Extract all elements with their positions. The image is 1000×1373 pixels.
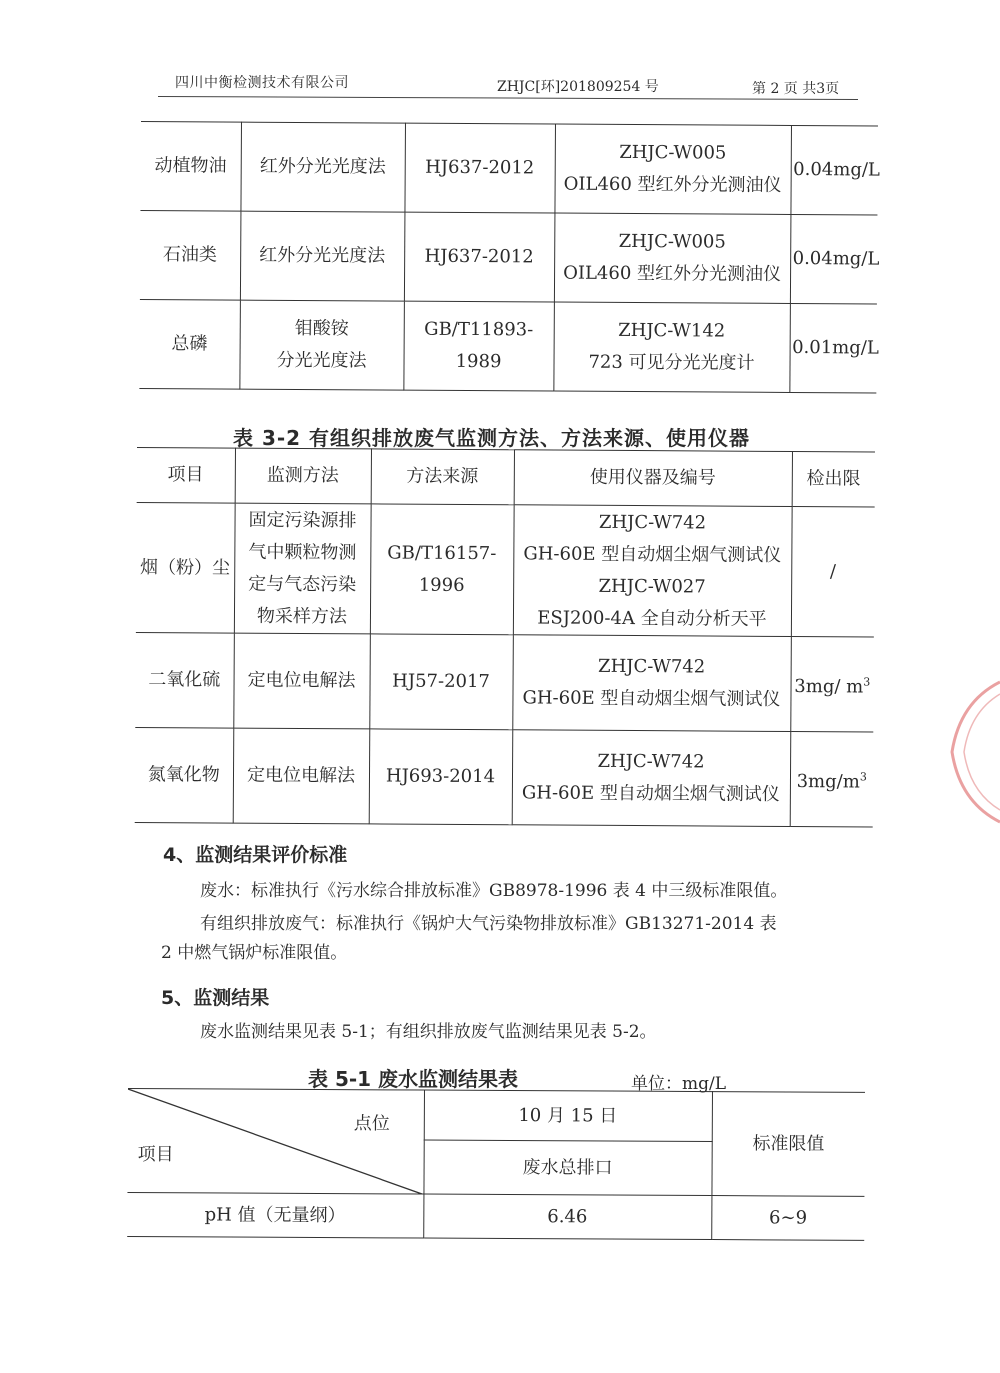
instrument-line: ZHJC-W742: [598, 511, 707, 533]
instrument-cell: [554, 213, 791, 303]
item-cell: 动植物油: [140, 121, 241, 211]
instrument-line: GH-60E 型自动烟尘烟气测试仪: [523, 542, 782, 566]
limit-cell: /: [791, 507, 875, 638]
limit-cell: [790, 636, 874, 732]
instrument-cell: [513, 505, 792, 637]
item-cell: 氮氧化物: [135, 727, 234, 823]
source-cell: HJ637-2012: [404, 212, 555, 302]
item-cell: 烟（粉）尘: [136, 502, 235, 633]
table-3-2-title: 表 3-2 有组织排放废气监测方法、方法来源、使用仪器: [233, 426, 751, 450]
method-line: 分光光度法: [276, 349, 367, 372]
source-cell: HJ693-2014: [369, 729, 513, 825]
source-cell: GB/T11893-1989: [403, 301, 554, 391]
value-cell: 6.46: [423, 1194, 711, 1240]
limit-value: 3mg/ m: [794, 675, 864, 697]
limit-exponent: 3: [859, 769, 867, 783]
item-cell: pH 值（无量纲）: [127, 1192, 423, 1238]
point-header: 废水总排口: [423, 1140, 711, 1196]
method-line: 物采样方法: [256, 605, 348, 627]
method-cell: [234, 503, 371, 634]
seal-stamp: [940, 672, 1000, 832]
table-row: [127, 1192, 864, 1240]
section-4-heading: 4、监测结果评价标准: [163, 844, 348, 866]
col-header: 使用仪器及编号: [514, 450, 792, 507]
limit-value: 3mg/m: [796, 770, 860, 792]
method-cell: [239, 300, 404, 390]
method-cell: 定电位电解法: [233, 633, 370, 729]
method-cell: 红外分光光度法: [240, 122, 405, 212]
instrument-id: ZHJC-W142: [618, 319, 726, 342]
table-5-1: [127, 1088, 865, 1241]
section-4-para-2-cont: 2 中燃气锅炉标准限值。: [161, 943, 348, 963]
instrument-name: OIL460 型红外分光测油仪: [563, 173, 782, 196]
section-5-para: 废水监测结果见表 5-1；有组织排放废气监测结果见表 5-2。: [200, 1022, 657, 1042]
instrument-cell: [553, 302, 790, 392]
methods-table-continued: [139, 121, 878, 393]
instrument-line: GH-60E 型自动烟尘烟气测试仪: [521, 782, 780, 805]
instrument-name: 723 可见分光光度计: [588, 351, 755, 374]
page-number: 第 2 页 共3页: [752, 81, 840, 97]
std-header: 标准限值: [711, 1092, 865, 1197]
table-header-row: [128, 1089, 865, 1143]
section-4-para-2: 有组织排放废气：标准执行《锅炉大气污染物排放标准》GB13271-2014 表: [200, 914, 777, 934]
section-5-heading: 5、监测结果: [161, 987, 270, 1009]
table-5-1-unit: 单位：mg/L: [631, 1074, 727, 1094]
source-cell: HJ637-2012: [404, 123, 555, 213]
instrument-line: ZHJC-W027: [598, 575, 706, 597]
corner-header-top: 点位: [353, 1113, 390, 1135]
instrument-cell: [512, 635, 791, 732]
section-4-para-1: 废水：标准执行《污水综合排放标准》GB8978-1996 表 4 中三级标准限值。: [200, 881, 788, 901]
limit-cell: 0.04mg/L: [790, 125, 878, 215]
limit-cell: 0.04mg/L: [790, 214, 878, 304]
table-5-1-title: 表 5-1 废水监测结果表: [308, 1067, 519, 1091]
instrument-cell: [512, 730, 791, 827]
limit-exponent: 3: [863, 674, 871, 688]
table-3-2: [135, 447, 875, 828]
col-header: 项目: [137, 448, 235, 504]
corner-header-cell: [127, 1089, 424, 1195]
table-row: [135, 632, 874, 732]
limit-cell: [790, 731, 874, 827]
method-line: 固定污染源排: [248, 509, 357, 531]
col-header: 检出限: [792, 452, 875, 508]
instrument-line: ZHJC-W742: [597, 750, 705, 773]
instrument-name: OIL460 型红外分光测油仪: [563, 262, 782, 285]
method-line: 定与气态污染: [248, 573, 357, 595]
method-line: 气中颗粒物测: [248, 541, 357, 563]
table-row: [136, 502, 875, 637]
table-row: [140, 121, 878, 215]
company-name: 四川中衡检测技术有限公司: [175, 75, 349, 91]
instrument-id: ZHJC-W005: [619, 141, 727, 164]
instrument-id: ZHJC-W005: [618, 230, 726, 253]
col-header: 方法来源: [371, 449, 514, 505]
table-row: [135, 727, 874, 827]
corner-header-bottom: 项目: [137, 1144, 174, 1166]
method-cell: 红外分光光度法: [240, 211, 405, 301]
std-cell: 6~9: [711, 1196, 864, 1241]
instrument-line: GH-60E 型自动烟尘烟气测试仪: [522, 687, 781, 710]
instrument-cell: [554, 124, 791, 214]
source-cell: GB/T16157-1996: [370, 504, 514, 635]
table-row: [139, 299, 877, 393]
method-line: 钼酸铵: [294, 317, 349, 340]
item-cell: 总磷: [139, 299, 240, 389]
report-number: ZHJC[环]201809254 号: [497, 79, 659, 95]
source-cell: HJ57-2017: [369, 634, 513, 730]
date-header: 10 月 15 日: [424, 1090, 712, 1142]
item-cell: 石油类: [140, 210, 241, 300]
col-header: 监测方法: [235, 448, 371, 504]
table-header-row: [137, 448, 875, 508]
instrument-line: ESJ200-4A 全自动分析天平: [537, 606, 767, 630]
instrument-line: ZHJC-W742: [598, 655, 706, 678]
table-row: [140, 210, 878, 304]
method-cell: 定电位电解法: [233, 728, 370, 824]
item-cell: 二氧化硫: [135, 632, 234, 728]
limit-cell: 0.01mg/L: [789, 303, 877, 393]
